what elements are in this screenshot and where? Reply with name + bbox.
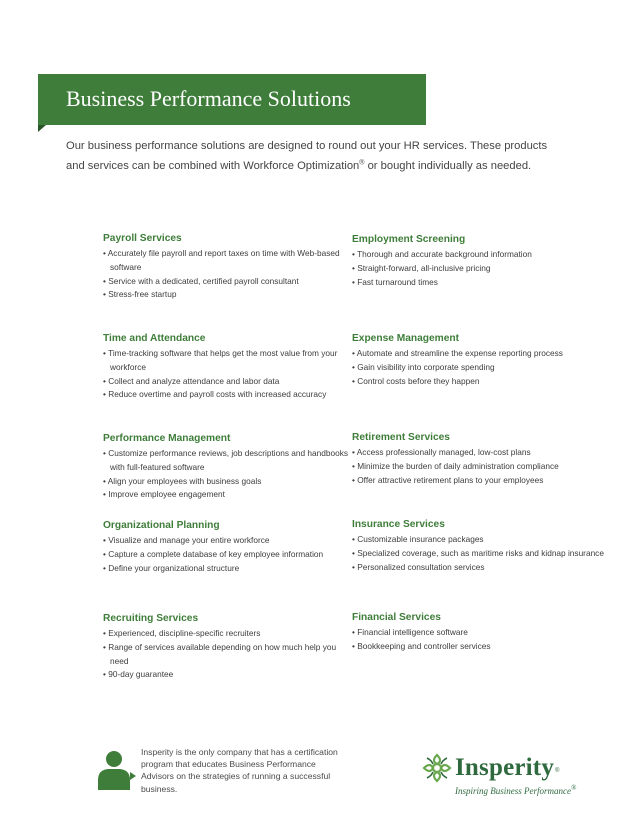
section-retirement [352,432,616,487]
person-silhouette-icon [96,746,136,790]
bullet-list [352,533,616,574]
list-item: • Time-tracking software that helps get the most value from your workforce [103,347,351,375]
list-item: • Align your employees with business goals [103,475,351,489]
list-item: • Financial intelligence software [352,626,616,640]
list-item: • Reduce overtime and payroll costs with increased accuracy [103,388,351,402]
bullet-list [352,248,616,289]
section-title: Retirement Services [352,432,450,443]
logo-registered-mark: ® [555,768,560,774]
registered-mark: ® [359,159,365,167]
section-performance [103,433,351,502]
tagline-registered-mark: ® [571,784,577,792]
bullet-list [103,534,351,575]
list-item: • Access professionally managed, low-cost plans [352,446,616,460]
section-title: Financial Services [352,612,441,623]
list-item: • Range of services available depending on how much help you need [103,641,351,669]
list-item: • Minimize the burden of daily administration compliance [352,460,616,474]
list-item: • Customize performance reviews, job descriptions and handbooks with full-featured software [103,447,351,475]
list-item: • 90-day guarantee [103,668,351,682]
list-item: • Define your organizational structure [103,562,351,576]
list-item: • Service with a dedicated, certified payroll consultant [103,275,351,289]
intro-line-2 [66,156,586,176]
section-title: Performance Management [103,433,231,444]
list-item: • Personalized consultation services [352,561,616,575]
section-expense [352,333,616,388]
intro-line-2-end: or bought individually as needed. [364,160,532,172]
insperity-logo-text: Insperity [455,754,555,781]
list-item: • Fast turnaround times [352,276,616,290]
logo-tagline-text: Inspiring Business Performance [455,786,571,796]
bullet-list [103,247,351,302]
logo-tagline [455,786,576,796]
section-org-planning [103,520,351,575]
list-item: • Bookkeeping and controller services [352,640,616,654]
section-title: Insurance Services [352,519,445,530]
certification-note: Insperity is the only company that has a certification program that educates Business Performance Advisors on the strategies of running a successful business. [141,747,338,794]
insperity-logo-mark-icon [422,753,452,783]
page-title: Business Performance Solutions [66,86,351,111]
section-recruiting [103,613,351,682]
section-financial [352,612,616,654]
list-item: • Improve employee engagement [103,488,351,502]
bullet-list [103,627,351,682]
bullet-list [103,447,351,502]
list-item: • Capture a complete database of key employee information [103,548,351,562]
list-item: • Visualize and manage your entire workforce [103,534,351,548]
list-item: • Straight-forward, all-inclusive pricing [352,262,616,276]
intro-line-1: Our business performance solutions are designed to round out your HR services. These products [66,140,548,152]
list-item: • Stress-free startup [103,288,351,302]
list-item: • Thorough and accurate background information [352,248,616,262]
list-item: • Customizable insurance packages [352,533,616,547]
section-title: Payroll Services [103,233,182,244]
banner-fold [38,125,46,132]
list-item: • Control costs before they happen [352,375,616,389]
intro-line-2-start: and services can be combined with Workforce Optimization [66,160,360,172]
list-item: • Offer attractive retirement plans to your employees [352,474,616,488]
section-payroll [103,233,351,302]
section-title: Recruiting Services [103,613,199,624]
section-title: Expense Management [352,333,460,344]
bullet-list [352,446,616,487]
intro-paragraph [66,136,586,176]
section-title: Employment Screening [352,234,466,245]
list-item: • Gain visibility into corporate spending [352,361,616,375]
list-item: • Collect and analyze attendance and labor data [103,375,351,389]
section-employment-screening [352,234,616,289]
bullet-list [352,626,616,654]
section-insurance [352,519,616,574]
section-title: Organizational Planning [103,520,220,531]
bullet-list [352,347,616,388]
list-item: • Automate and streamline the expense reporting process [352,347,616,361]
bullet-list [103,347,351,402]
section-time-attendance [103,333,351,402]
list-item: • Accurately file payroll and report taxes on time with Web-based software [103,247,351,275]
list-item: • Experienced, discipline-specific recruiters [103,627,351,641]
section-title: Time and Attendance [103,333,206,344]
list-item: • Specialized coverage, such as maritime risks and kidnap insurance [352,547,616,561]
